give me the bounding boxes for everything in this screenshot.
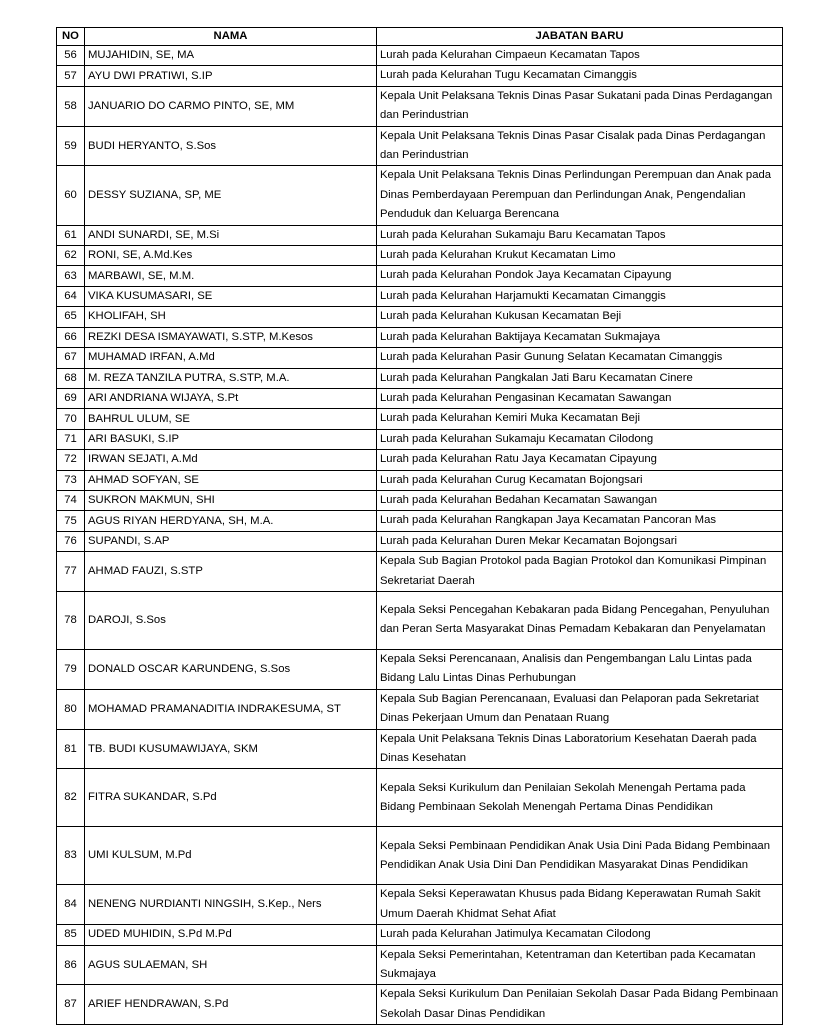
row-nama: IRWAN SEJATI, A.Md [85,450,377,470]
row-jabatan: Lurah pada Kelurahan Kukusan Kecamatan Beji [377,307,783,327]
row-jabatan: Lurah pada Kelurahan Harjamukti Kecamatan Cimanggis [377,286,783,306]
table-row [57,307,783,327]
table-row [57,470,783,490]
table-row [57,409,783,429]
table-row [57,246,783,266]
row-nama: SUKRON MAKMUN, SHI [85,490,377,510]
row-no: 81 [57,729,85,769]
table-row [57,945,783,985]
row-jabatan: Lurah pada Kelurahan Rangkapan Jaya Kecamatan Pancoran Mas [377,511,783,531]
table-row [57,490,783,510]
row-nama: AHMAD FAUZI, S.STP [85,552,377,592]
row-nama: KHOLIFAH, SH [85,307,377,327]
row-jabatan: Kepala Seksi Pemerintahan, Ketentraman dan Ketertiban pada Kecamatan Sukmajaya [377,945,783,985]
personnel-table [56,27,783,1025]
row-no: 60 [57,166,85,225]
row-nama: BUDI HERYANTO, S.Sos [85,126,377,166]
row-nama: AHMAD SOFYAN, SE [85,470,377,490]
row-jabatan: Lurah pada Kelurahan Pangkalan Jati Baru Kecamatan Cinere [377,368,783,388]
row-nama: AGUS RIYAN HERDYANA, SH, M.A. [85,511,377,531]
row-no: 80 [57,689,85,729]
row-jabatan: Kepala Unit Pelaksana Teknis Dinas Pasar Sukatani pada Dinas Perdagangan dan Perindustrian [377,86,783,126]
row-nama: MARBAWI, SE, M.M. [85,266,377,286]
row-no: 59 [57,126,85,166]
row-jabatan: Lurah pada Kelurahan Sukamaju Baru Kecamatan Tapos [377,225,783,245]
table-row [57,368,783,388]
row-no: 56 [57,46,85,66]
row-no: 86 [57,945,85,985]
row-nama: FITRA SUKANDAR, S.Pd [85,769,377,827]
row-jabatan: Lurah pada Kelurahan Cimpaeun Kecamatan Tapos [377,46,783,66]
row-jabatan: Kepala Unit Pelaksana Teknis Dinas Pasar Cisalak pada Dinas Perdagangan dan Perindustrian [377,126,783,166]
row-no: 79 [57,649,85,689]
row-no: 68 [57,368,85,388]
table-row [57,388,783,408]
row-no: 82 [57,769,85,827]
row-nama: UDED MUHIDIN, S.Pd M.Pd [85,925,377,945]
row-nama: ANDI SUNARDI, SE, M.Si [85,225,377,245]
row-no: 71 [57,429,85,449]
row-jabatan: Lurah pada Kelurahan Kemiri Muka Kecamatan Beji [377,409,783,429]
row-jabatan: Lurah pada Kelurahan Pondok Jaya Kecamatan Cipayung [377,266,783,286]
row-jabatan: Lurah pada Kelurahan Bedahan Kecamatan Sawangan [377,490,783,510]
row-nama: TB. BUDI KUSUMAWIJAYA, SKM [85,729,377,769]
table-row [57,729,783,769]
table-row [57,286,783,306]
row-jabatan: Lurah pada Kelurahan Sukamaju Kecamatan Cilodong [377,429,783,449]
row-jabatan: Kepala Sub Bagian Perencanaan, Evaluasi dan Pelaporan pada Sekretariat Dinas Pekerjaan Umum dan Penataan Ruang [377,689,783,729]
row-jabatan: Lurah pada Kelurahan Baktijaya Kecamatan Sukmajaya [377,327,783,347]
row-nama: DONALD OSCAR KARUNDENG, S.Sos [85,649,377,689]
row-jabatan: Kepala Sub Bagian Protokol pada Bagian Protokol dan Komunikasi Pimpinan Sekretariat Daerah [377,552,783,592]
table-row [57,450,783,470]
row-nama: DAROJI, S.Sos [85,591,377,649]
row-nama: M. REZA TANZILA PUTRA, S.STP, M.A. [85,368,377,388]
row-nama: JANUARIO DO CARMO PINTO, SE, MM [85,86,377,126]
row-no: 72 [57,450,85,470]
row-no: 69 [57,388,85,408]
table-row [57,925,783,945]
table-header-row [57,28,783,46]
row-no: 75 [57,511,85,531]
row-jabatan: Kepala Seksi Kurikulum dan Penilaian Sekolah Menengah Pertama pada Bidang Pembinaan Sekolah Menengah Pertama Dinas Pendidikan [377,769,783,827]
table-row [57,885,783,925]
table-row [57,126,783,166]
row-no: 62 [57,246,85,266]
row-nama: BAHRUL ULUM, SE [85,409,377,429]
table-row [57,689,783,729]
table-row [57,511,783,531]
row-jabatan: Lurah pada Kelurahan Pasir Gunung Selatan Kecamatan Cimanggis [377,348,783,368]
row-no: 57 [57,66,85,86]
row-jabatan: Lurah pada Kelurahan Krukut Kecamatan Limo [377,246,783,266]
row-jabatan: Kepala Seksi Kurikulum Dan Penilaian Sekolah Dasar Pada Bidang Pembinaan Sekolah Dasar Dinas Pendidikan [377,985,783,1025]
row-nama: NENENG NURDIANTI NINGSIH, S.Kep., Ners [85,885,377,925]
row-jabatan: Lurah pada Kelurahan Pengasinan Kecamatan Sawangan [377,388,783,408]
row-no: 87 [57,985,85,1025]
row-jabatan: Kepala Seksi Pencegahan Kebakaran pada Bidang Pencegahan, Penyuluhan dan Peran Serta Masyarakat Dinas Pemadam Kebakaran dan Penyelamatan [377,591,783,649]
row-nama: ARI BASUKI, S.IP [85,429,377,449]
row-no: 63 [57,266,85,286]
row-no: 84 [57,885,85,925]
table-row [57,66,783,86]
row-jabatan: Lurah pada Kelurahan Duren Mekar Kecamatan Bojongsari [377,531,783,551]
table-row [57,649,783,689]
table-row [57,769,783,827]
row-jabatan: Lurah pada Kelurahan Ratu Jaya Kecamatan Cipayung [377,450,783,470]
table-row [57,591,783,649]
row-no: 58 [57,86,85,126]
row-jabatan: Kepala Unit Pelaksana Teknis Dinas Perlindungan Perempuan dan Anak pada Dinas Pemberdayaan Perempuan dan Perlindungan Anak, Pengendalian Penduduk dan Keluarga Berencana [377,166,783,225]
header-no: NO [57,28,85,46]
row-no: 66 [57,327,85,347]
table-row [57,348,783,368]
table-row [57,86,783,126]
row-jabatan: Kepala Seksi Perencanaan, Analisis dan Pengembangan Lalu Lintas pada Bidang Lalu Lintas Dinas Perhubungan [377,649,783,689]
row-nama: AGUS SULAEMAN, SH [85,945,377,985]
row-nama: ARI ANDRIANA WIJAYA, S.Pt [85,388,377,408]
table-row [57,429,783,449]
row-no: 67 [57,348,85,368]
header-nama: NAMA [85,28,377,46]
table-row [57,46,783,66]
table-row [57,531,783,551]
row-nama: SUPANDI, S.AP [85,531,377,551]
row-no: 64 [57,286,85,306]
table-row [57,166,783,225]
table-row [57,266,783,286]
row-jabatan: Lurah pada Kelurahan Jatimulya Kecamatan Cilodong [377,925,783,945]
row-nama: AYU DWI PRATIWI, S.IP [85,66,377,86]
row-no: 61 [57,225,85,245]
row-nama: UMI KULSUM, M.Pd [85,827,377,885]
header-jabatan: JABATAN BARU [377,28,783,46]
row-jabatan: Kepala Seksi Pembinaan Pendidikan Anak Usia Dini Pada Bidang Pembinaan Pendidikan Anak Usia Dini Dan Pendidikan Masyarakat Dinas Pendidikan [377,827,783,885]
row-no: 74 [57,490,85,510]
document-page [56,27,783,1025]
row-jabatan: Kepala Seksi Keperawatan Khusus pada Bidang Keperawatan Rumah Sakit Umum Daerah Khidmat Sehat Afiat [377,885,783,925]
row-nama: MUJAHIDIN, SE, MA [85,46,377,66]
row-no: 70 [57,409,85,429]
row-no: 73 [57,470,85,490]
row-nama: MOHAMAD PRAMANADITIA INDRAKESUMA, ST [85,689,377,729]
row-no: 77 [57,552,85,592]
table-row [57,225,783,245]
row-nama: DESSY SUZIANA, SP, ME [85,166,377,225]
row-nama: MUHAMAD IRFAN, A.Md [85,348,377,368]
table-row [57,552,783,592]
row-jabatan: Kepala Unit Pelaksana Teknis Dinas Laboratorium Kesehatan Daerah pada Dinas Kesehatan [377,729,783,769]
row-nama: REZKI DESA ISMAYAWATI, S.STP, M.Kesos [85,327,377,347]
row-jabatan: Lurah pada Kelurahan Curug Kecamatan Bojongsari [377,470,783,490]
table-row [57,827,783,885]
table-row [57,327,783,347]
row-no: 85 [57,925,85,945]
row-no: 65 [57,307,85,327]
table-row [57,985,783,1025]
row-no: 78 [57,591,85,649]
row-nama: RONI, SE, A.Md.Kes [85,246,377,266]
row-jabatan: Lurah pada Kelurahan Tugu Kecamatan Cimanggis [377,66,783,86]
row-nama: VIKA KUSUMASARI, SE [85,286,377,306]
row-no: 83 [57,827,85,885]
row-nama: ARIEF HENDRAWAN, S.Pd [85,985,377,1025]
row-no: 76 [57,531,85,551]
